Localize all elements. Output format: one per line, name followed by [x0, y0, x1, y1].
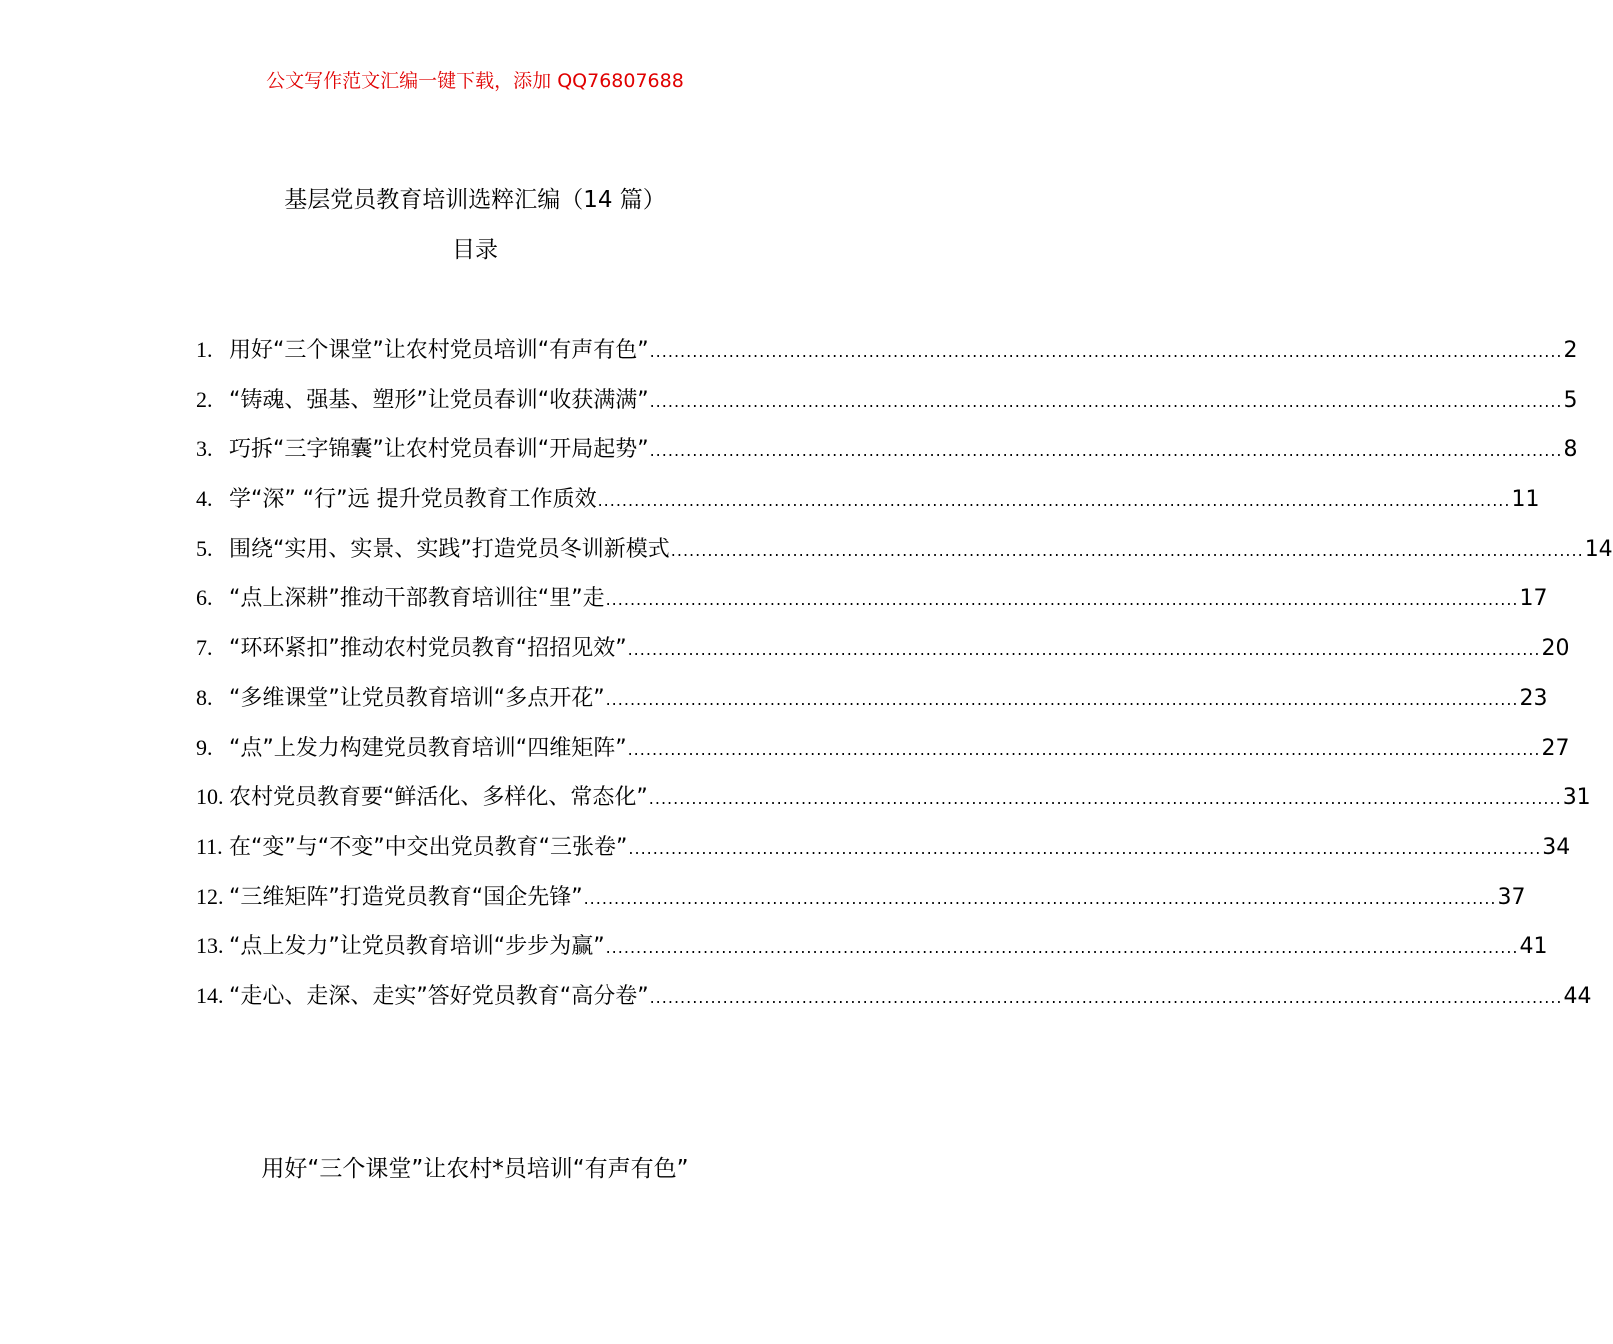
- toc-entry-title: “走心、走深、走实”答好党员教育“高分卷”: [229, 983, 649, 1009]
- toc-entry-number: 5.: [196, 535, 213, 561]
- toc-entry-page: 34: [1542, 834, 1571, 860]
- toc-entry-number: 1.: [196, 337, 213, 362]
- toc-entry[interactable]: [196, 629, 1570, 679]
- toc-entry-title: “环环紧扣”推动农村党员教育“招招见效”: [229, 636, 627, 662]
- toc-entry-page: 14: [1584, 536, 1613, 562]
- toc-entry-page: 44: [1563, 983, 1592, 1009]
- toc-leader-dots: [584, 880, 1497, 918]
- toc-leader-dots: [649, 780, 1562, 818]
- toc-entry-page: 27: [1541, 735, 1570, 761]
- toc-entry[interactable]: [196, 381, 1578, 431]
- table-of-contents: [196, 331, 1613, 1027]
- toc-entry-number: 6.: [196, 585, 213, 611]
- toc-entry-page: 5: [1563, 387, 1578, 413]
- toc-leader-dots: [628, 830, 1541, 868]
- toc-leader-dots: [650, 333, 1563, 371]
- toc-entry[interactable]: [196, 977, 1592, 1027]
- toc-entry-number: 8.: [196, 684, 213, 710]
- toc-heading: 目录: [452, 237, 498, 263]
- toc-leader-dots: [598, 482, 1511, 520]
- toc-entry-title: 农村党员教育要“鲜活化、多样化、常态化”: [229, 785, 648, 811]
- toc-leader-dots: [606, 581, 1519, 619]
- toc-entry[interactable]: [196, 530, 1613, 580]
- toc-entry-title: “点”上发力构建党员教育培训“四维矩阵”: [229, 735, 627, 761]
- toc-leader-dots: [650, 432, 1563, 470]
- toc-entry-number: 2.: [196, 386, 213, 412]
- toc-entry-page: 23: [1519, 685, 1548, 711]
- toc-entry-number: 7.: [196, 635, 213, 661]
- toc-leader-dots: [606, 929, 1519, 967]
- toc-entry-number: 3.: [196, 436, 213, 462]
- toc-entry[interactable]: [196, 579, 1548, 629]
- toc-entry-page: 8: [1563, 437, 1578, 463]
- toc-entry-number: 12.: [196, 883, 224, 909]
- toc-entry-title: 在“变”与“不变”中交出党员教育“三张卷”: [229, 834, 628, 860]
- section-title: 用好“三个课堂”让农村*员培训“有声有色”: [261, 1156, 689, 1182]
- toc-leader-dots: [628, 731, 1541, 769]
- toc-entry-number: 13.: [196, 933, 224, 959]
- toc-entry[interactable]: [196, 729, 1570, 779]
- toc-entry[interactable]: [196, 878, 1526, 928]
- toc-entry[interactable]: [196, 927, 1548, 977]
- toc-entry-title: 学“深” “行”远 提升党员教育工作质效: [229, 487, 597, 513]
- toc-entry-number: 11.: [196, 833, 223, 859]
- toc-entry-title: “点上发力”让党员教育培训“步步为赢”: [229, 934, 605, 960]
- toc-entry-title: 围绕“实用、实景、实践”打造党员冬训新模式: [229, 536, 670, 562]
- toc-entry-page: 17: [1519, 586, 1548, 612]
- toc-entry-title: 用好“三个课堂”让农村党员培训“有声有色”: [229, 338, 649, 363]
- toc-entry[interactable]: [196, 480, 1540, 530]
- toc-entry-title: “铸魂、强基、塑形”让党员春训“收获满满”: [229, 387, 649, 413]
- toc-entry-title: “点上深耕”推动干部教育培训往“里”走: [229, 586, 605, 612]
- toc-entry-page: 31: [1562, 785, 1591, 811]
- toc-entry-page: 11: [1511, 487, 1540, 513]
- toc-entry-title: “三维矩阵”打造党员教育“国企先锋”: [229, 884, 583, 910]
- toc-entry-page: 41: [1519, 934, 1548, 960]
- toc-entry-page: 20: [1541, 636, 1570, 662]
- document-title: 基层党员教育培训选粹汇编（14 篇）: [284, 187, 666, 213]
- toc-entry-number: 14.: [196, 982, 224, 1008]
- toc-leader-dots: [650, 383, 1563, 421]
- toc-leader-dots: [671, 532, 1584, 570]
- toc-leader-dots: [650, 979, 1563, 1017]
- toc-entry-title: 巧拆“三字锦囊”让农村党员春训“开局起势”: [229, 437, 649, 463]
- toc-entry-number: 4.: [196, 486, 213, 512]
- toc-entry[interactable]: [196, 778, 1591, 828]
- toc-entry[interactable]: [196, 430, 1578, 480]
- toc-leader-dots: [628, 631, 1541, 669]
- toc-entry[interactable]: [196, 828, 1571, 878]
- toc-leader-dots: [606, 681, 1519, 719]
- toc-entry-number: 9.: [196, 734, 213, 760]
- toc-entry[interactable]: [196, 331, 1578, 381]
- watermark-header: 公文写作范文汇编一键下载，添加 QQ76807688: [266, 70, 684, 92]
- toc-entry-page: 2: [1563, 338, 1578, 363]
- toc-entry-title: “多维课堂”让党员教育培训“多点开花”: [229, 685, 605, 711]
- toc-entry[interactable]: [196, 679, 1548, 729]
- toc-entry-number: 10.: [196, 784, 224, 810]
- toc-entry-page: 37: [1497, 884, 1526, 910]
